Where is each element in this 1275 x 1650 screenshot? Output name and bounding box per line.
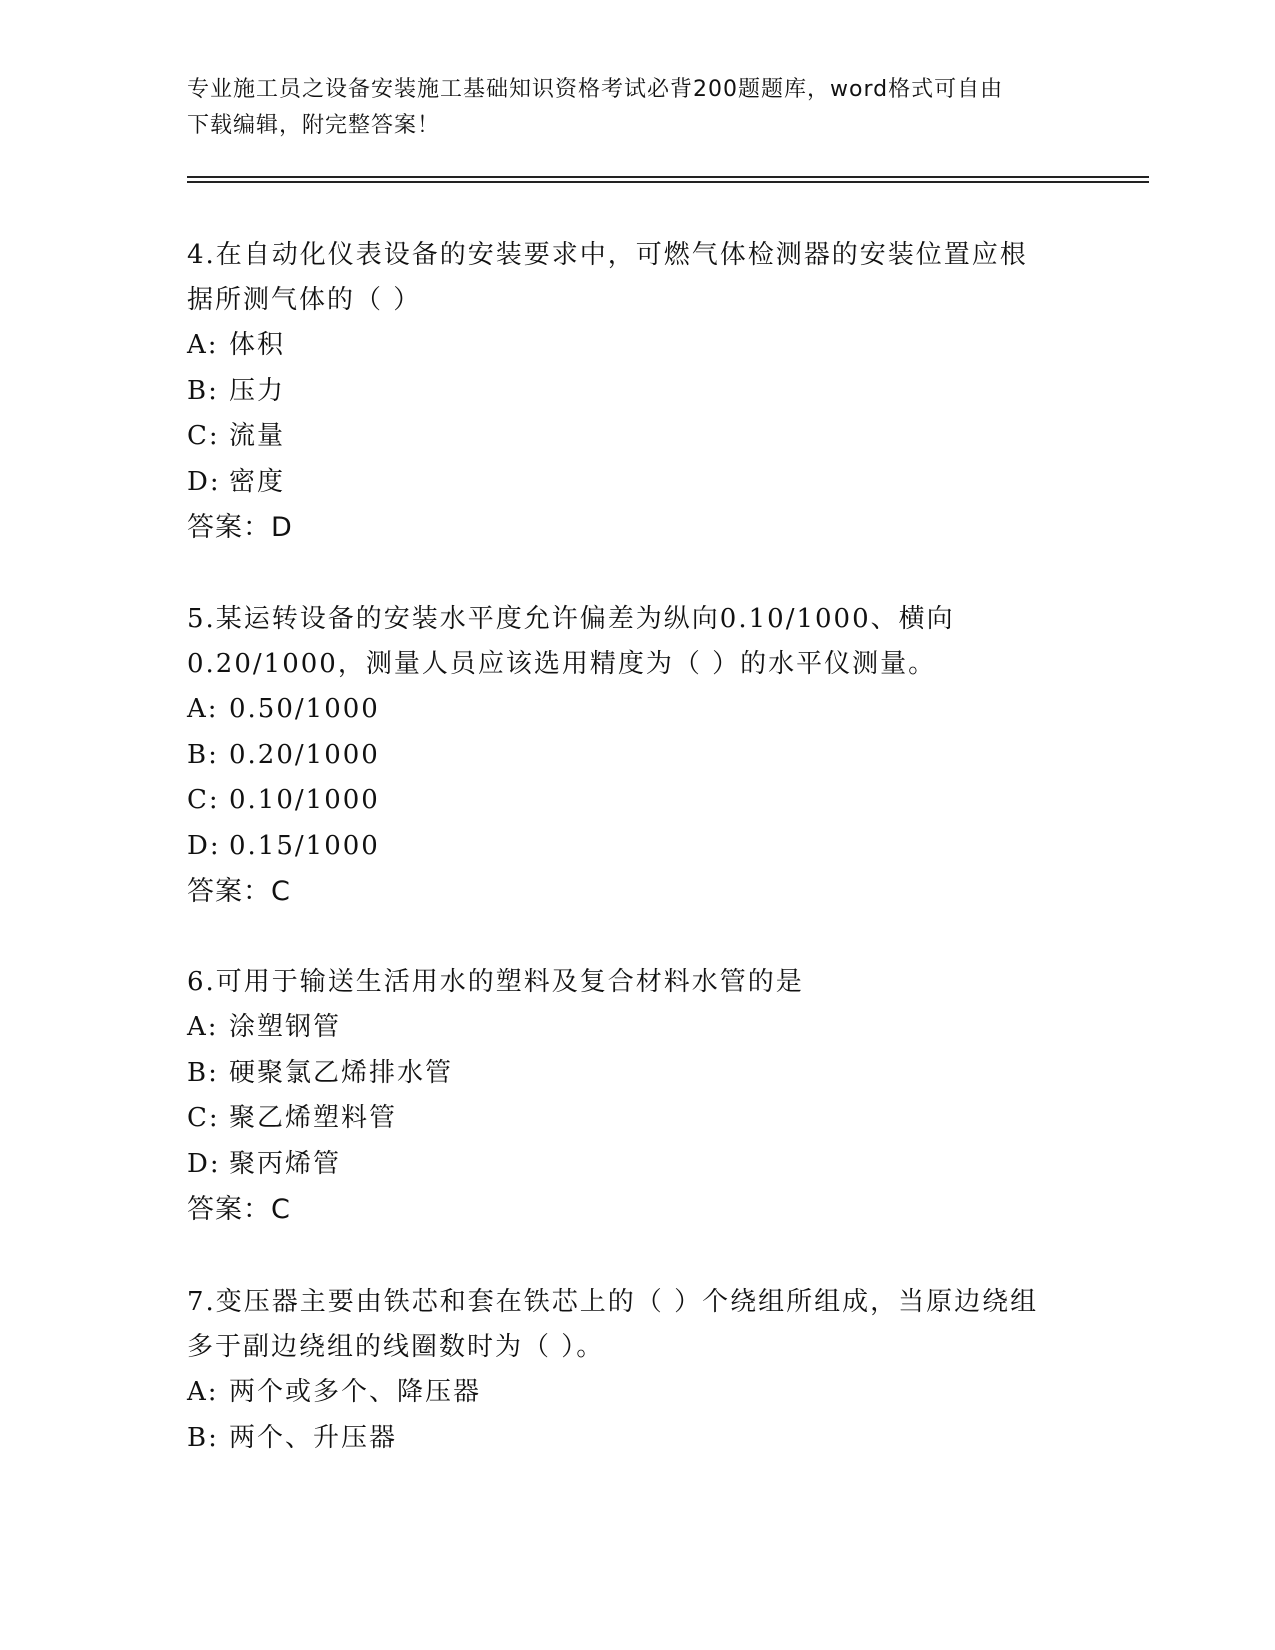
option-c [187,1096,1087,1142]
option-text: 流量 [229,421,286,451]
question-4 [187,233,1087,550]
option-d [187,824,1087,870]
option-a [187,687,1087,733]
option-key: A: [187,694,219,724]
answer: 答案：D [187,512,293,543]
answer: 答案：C [187,1194,291,1225]
option-c [187,778,1087,824]
option-d [187,1142,1087,1188]
option-text: 涂塑钢管 [229,1012,342,1042]
question-stem-line-1: 6.可用于输送生活用水的塑料及复合材料水管的是 [187,967,804,997]
option-b [187,733,1087,779]
option-text: 0.20/1000 [229,739,380,770]
option-d [187,460,1087,506]
option-b [187,1416,1087,1462]
option-text: 体积 [229,330,286,360]
option-key: C: [187,1103,220,1133]
option-a [187,323,1087,369]
option-key: B: [187,375,219,406]
option-key: B: [187,1422,219,1453]
header-divider-top [187,176,1149,178]
question-stem-line-1: 7.变压器主要由铁芯和套在铁芯上的（ ）个绕组所组成，当原边绕组 [187,1287,1039,1317]
option-text: 两个或多个、降压器 [229,1377,482,1407]
header-divider-bottom [187,181,1149,183]
option-text: 压力 [229,375,286,406]
option-key: C: [187,421,220,451]
option-key: A: [187,1012,219,1042]
option-text: 两个、升压器 [229,1422,398,1453]
option-key: A: [187,1377,219,1407]
question-5 [187,597,1087,914]
question-stem-line-2: 多于副边绕组的线圈数时为（ ）。 [187,1332,605,1362]
question-stem-line-1: 5.某运转设备的安装水平度允许偏差为纵向0.10/1000、横向 [187,604,955,634]
option-a [187,1005,1087,1051]
option-key: D: [187,1148,221,1179]
question-stem-line-1: 4.在自动化仪表设备的安装要求中，可燃气体检测器的安装位置应根 [187,240,1028,270]
option-key: B: [187,739,219,770]
option-b [187,1051,1087,1097]
document-header [187,72,1087,144]
option-a [187,1370,1087,1416]
answer: 答案：C [187,876,291,907]
option-key: B: [187,1057,219,1088]
option-b [187,369,1087,415]
option-text: 聚乙烯塑料管 [229,1103,398,1133]
option-key: D: [187,466,221,497]
option-key: D: [187,830,221,861]
option-key: A: [187,330,219,360]
option-key: C: [187,785,220,815]
option-text: 0.15/1000 [229,830,380,861]
header-line-1: 专业施工员之设备安装施工基础知识资格考试必背200题题库，word格式可自由 [187,77,1004,102]
option-text: 0.10/1000 [229,785,380,815]
option-c [187,414,1087,460]
question-stem-line-2: 0.20/1000，测量人员应该选用精度为（ ）的水平仪测量。 [187,649,937,679]
option-text: 聚丙烯管 [229,1148,342,1179]
option-text: 硬聚氯乙烯排水管 [229,1057,454,1088]
option-text: 0.50/1000 [229,694,380,724]
question-7 [187,1280,1087,1461]
question-6 [187,960,1087,1232]
question-stem-line-2: 据所测气体的（ ） [187,285,422,315]
option-text: 密度 [229,466,286,497]
header-line-2: 下载编辑，附完整答案！ [187,113,441,138]
